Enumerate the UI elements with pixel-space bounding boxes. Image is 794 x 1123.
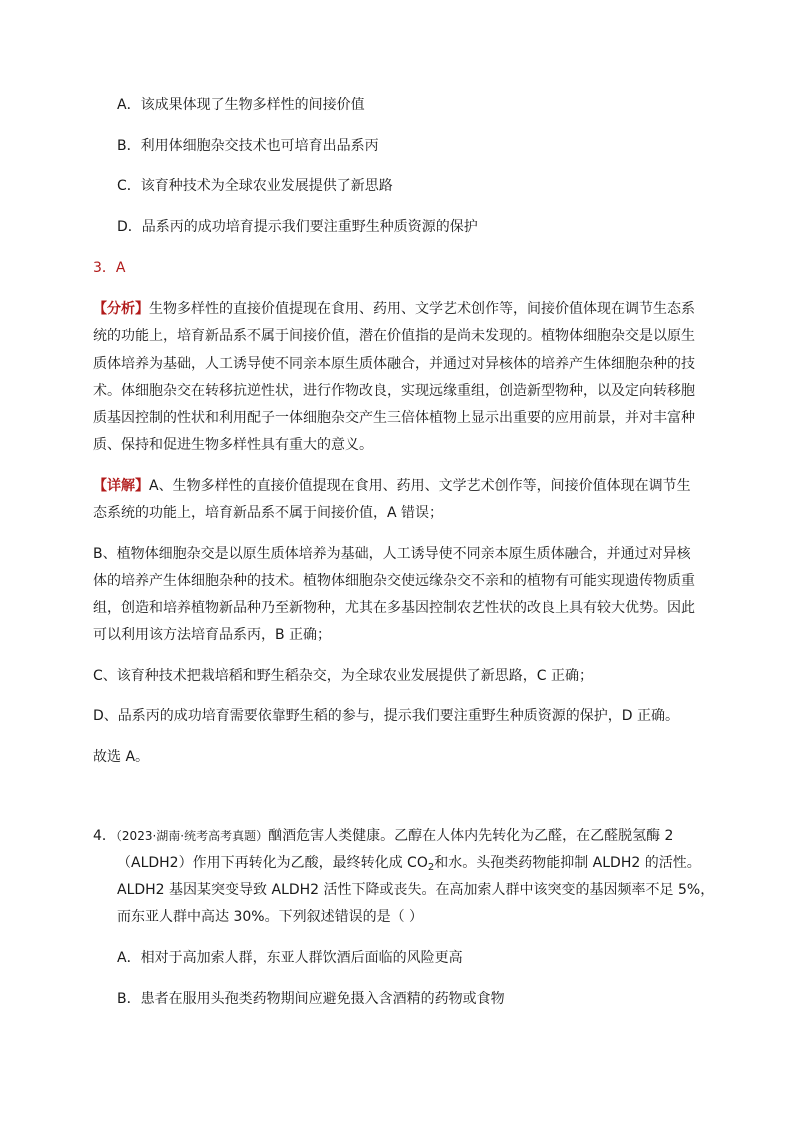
- q4-line-1: 4．（2023·湖南·统考高考真题）酗酒危害人类健康。乙醇在人体内先转化为乙醛，在乙醛脱氢酶 2: [93, 828, 674, 844]
- q3-option-d: D．品系丙的成功培育提示我们要注重野生种质资源的保护: [117, 219, 478, 235]
- analysis-line-2: 统的功能上，培育新品系不属于间接价值，潜在价值指的是尚未发现的。植物体细胞杂交是以原生: [93, 328, 695, 344]
- analysis-line-1: 【分析】生物多样性的直接价值提现在食用、药用、文学艺术创作等，间接价值体现在调节生态系: [93, 301, 695, 317]
- detail-tag: 【详解】: [93, 478, 149, 494]
- q4-line-2: （ALDH2）作用下再转化为乙酸，最终转化成 $CO_2$和水。头孢类药物能抑制 ALDH2 的活性。: [117, 855, 701, 873]
- q4-line-3: ALDH2 基因某突变导致 ALDH2 活性下降或丧失。在高加索人群中该突变的基因频率不足 5%，: [117, 882, 715, 898]
- q3-option-b: B．利用体细胞杂交技术也可培育出品系丙: [117, 138, 379, 154]
- analysis-line-4: 术。体细胞杂交在转移抗逆性状，进行作物改良，实现远缘重组，创造新型物种，以及定向转移胞: [93, 383, 695, 399]
- detail-d-line: D、品系丙的成功培育需要依靠野生稻的参与，提示我们要注重野生种质资源的保护，D 正确。: [93, 708, 680, 724]
- q4-option-b: B．患者在服用头孢类药物期间应避免摄入含酒精的药物或食物: [117, 991, 505, 1007]
- detail-b-line-3: 组，创造和培养植物新品种乃至新物种，尤其在多基因控制农艺性状的改良上具有较大优势。因此: [93, 600, 695, 616]
- analysis-line-3: 质体培养为基础，人工诱导使不同亲本原生质体融合，并通过对异核体的培养产生体细胞杂种的技: [93, 356, 695, 372]
- analysis-line-6: 质、保持和促进生物多样性具有重大的意义。: [93, 437, 373, 453]
- q3-answer: 3．A: [93, 260, 126, 276]
- q3-option-c: C．该育种技术为全球农业发展提供了新思路: [117, 178, 393, 194]
- analysis-line-5: 质基因控制的性状和利用配子一体细胞杂交产生三倍体植物上显示出重要的应用前景，并对丰富种: [93, 410, 695, 426]
- q4-line-4: 而东亚人群中高达 30%。下列叙述错误的是（ ）: [117, 909, 424, 925]
- detail-a-line-1: 【详解】A、生物多样性的直接价值提现在食用、药用、文学艺术创作等，间接价值体现在调节生: [93, 478, 691, 494]
- q4-number: 4．: [93, 828, 116, 844]
- q3-option-a: A．该成果体现了生物多样性的间接价值: [117, 97, 365, 113]
- analysis-tag: 【分析】: [93, 301, 149, 317]
- detail-b-line-4: 可以利用该方法培育品系丙，B 正确；: [93, 627, 332, 643]
- detail-b-line-1: B、植物体细胞杂交是以原生质体培养为基础，人工诱导使不同亲本原生质体融合，并通过对异核: [93, 546, 691, 562]
- q4-source: （2023·湖南·统考高考真题）: [115, 829, 269, 843]
- detail-a-line-2: 态系统的功能上，培育新品系不属于间接价值，A 错误；: [93, 505, 444, 521]
- detail-b-line-2: 体的培养产生体细胞杂种的技术。植物体细胞杂交使远缘杂交不亲和的植物有可能实现遗传物质重: [93, 573, 695, 589]
- subscript-2: 2: [427, 862, 435, 873]
- detail-conclusion: 故选 A。: [93, 749, 150, 765]
- detail-c-line: C、该育种技术把栽培稻和野生稻杂交，为全球农业发展提供了新思路，C 正确；: [93, 668, 593, 684]
- q4-option-a: A．相对于高加索人群，东亚人群饮酒后面临的风险更高: [117, 950, 463, 966]
